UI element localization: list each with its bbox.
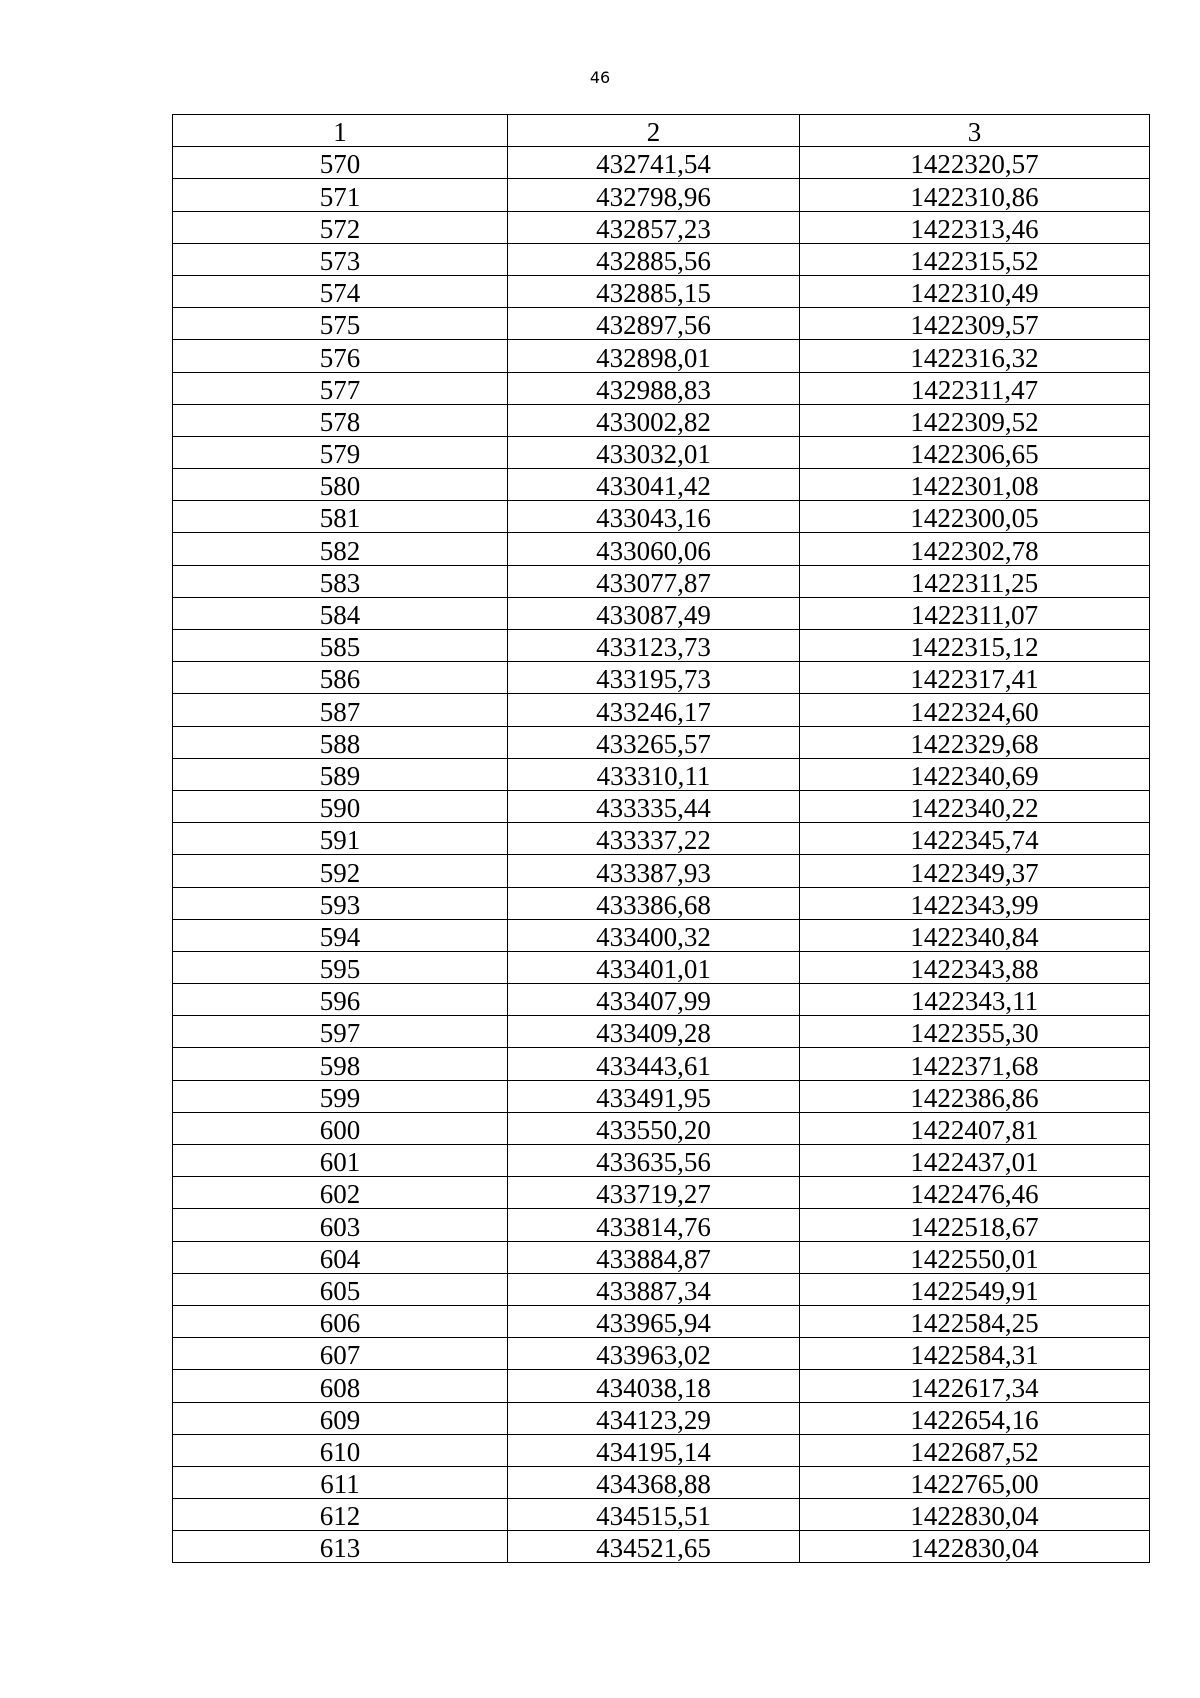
- x-coordinate-cell: 433337,22: [508, 823, 800, 855]
- point-number-cell: 591: [173, 823, 508, 855]
- point-number-cell: 599: [173, 1080, 508, 1112]
- y-coordinate-cell: 1422300,05: [800, 501, 1150, 533]
- table-row: [173, 1434, 1150, 1466]
- y-coordinate-cell: 1422386,86: [800, 1080, 1150, 1112]
- y-coordinate-cell: 1422311,47: [800, 372, 1150, 404]
- x-coordinate-cell: 433963,02: [508, 1338, 800, 1370]
- table-row: [173, 436, 1150, 468]
- x-coordinate-cell: 433550,20: [508, 1112, 800, 1144]
- x-coordinate-cell: 433310,11: [508, 758, 800, 790]
- x-coordinate-cell: 433060,06: [508, 533, 800, 565]
- x-coordinate-cell: 433814,76: [508, 1209, 800, 1241]
- point-number-cell: 611: [173, 1466, 508, 1498]
- y-coordinate-cell: 1422345,74: [800, 823, 1150, 855]
- table-row: [173, 179, 1150, 211]
- x-coordinate-cell: 434368,88: [508, 1466, 800, 1498]
- point-number-cell: 590: [173, 790, 508, 822]
- table-row: [173, 1048, 1150, 1080]
- x-coordinate-cell: 432741,54: [508, 147, 800, 179]
- y-coordinate-cell: 1422830,04: [800, 1499, 1150, 1531]
- point-number-cell: 598: [173, 1048, 508, 1080]
- point-number-cell: 588: [173, 726, 508, 758]
- y-coordinate-cell: 1422311,25: [800, 565, 1150, 597]
- y-coordinate-cell: 1422584,31: [800, 1338, 1150, 1370]
- table-row: [173, 951, 1150, 983]
- x-coordinate-cell: 432857,23: [508, 211, 800, 243]
- y-coordinate-cell: 1422584,25: [800, 1305, 1150, 1337]
- table-row: [173, 533, 1150, 565]
- point-number-cell: 577: [173, 372, 508, 404]
- y-coordinate-cell: 1422687,52: [800, 1434, 1150, 1466]
- y-coordinate-cell: 1422355,30: [800, 1016, 1150, 1048]
- x-coordinate-cell: 433407,99: [508, 984, 800, 1016]
- y-coordinate-cell: 1422437,01: [800, 1145, 1150, 1177]
- y-coordinate-cell: 1422313,46: [800, 211, 1150, 243]
- y-coordinate-cell: 1422315,52: [800, 243, 1150, 275]
- point-number-cell: 582: [173, 533, 508, 565]
- x-coordinate-cell: 433443,61: [508, 1048, 800, 1080]
- coordinates-table: [172, 114, 1150, 1563]
- x-coordinate-cell: 432885,56: [508, 243, 800, 275]
- table-row: [173, 1080, 1150, 1112]
- point-number-cell: 575: [173, 308, 508, 340]
- point-number-cell: 592: [173, 855, 508, 887]
- point-number-cell: 600: [173, 1112, 508, 1144]
- table-row: [173, 340, 1150, 372]
- y-coordinate-cell: 1422306,65: [800, 436, 1150, 468]
- x-coordinate-cell: 433965,94: [508, 1305, 800, 1337]
- point-number-cell: 578: [173, 404, 508, 436]
- x-coordinate-cell: 433719,27: [508, 1177, 800, 1209]
- point-number-cell: 570: [173, 147, 508, 179]
- point-number-cell: 613: [173, 1531, 508, 1563]
- x-coordinate-cell: 433246,17: [508, 694, 800, 726]
- x-coordinate-cell: 433077,87: [508, 565, 800, 597]
- table-row: [173, 1499, 1150, 1531]
- x-coordinate-cell: 433087,49: [508, 597, 800, 629]
- point-number-cell: 602: [173, 1177, 508, 1209]
- table-row: [173, 565, 1150, 597]
- y-coordinate-cell: 1422343,99: [800, 887, 1150, 919]
- table-row: [173, 630, 1150, 662]
- point-number-cell: 589: [173, 758, 508, 790]
- point-number-cell: 593: [173, 887, 508, 919]
- table-row: [173, 1531, 1150, 1563]
- table-row: [173, 211, 1150, 243]
- table-row: [173, 919, 1150, 951]
- x-coordinate-cell: 432798,96: [508, 179, 800, 211]
- x-coordinate-cell: 433387,93: [508, 855, 800, 887]
- point-number-cell: 603: [173, 1209, 508, 1241]
- x-coordinate-cell: 433002,82: [508, 404, 800, 436]
- y-coordinate-cell: 1422320,57: [800, 147, 1150, 179]
- point-number-cell: 584: [173, 597, 508, 629]
- y-coordinate-cell: 1422309,52: [800, 404, 1150, 436]
- point-number-cell: 572: [173, 211, 508, 243]
- table-row: [173, 984, 1150, 1016]
- table-row: [173, 1145, 1150, 1177]
- point-number-cell: 594: [173, 919, 508, 951]
- y-coordinate-cell: 1422476,46: [800, 1177, 1150, 1209]
- table-row: [173, 501, 1150, 533]
- table-row: [173, 275, 1150, 307]
- point-number-cell: 612: [173, 1499, 508, 1531]
- point-number-cell: 607: [173, 1338, 508, 1370]
- y-coordinate-cell: 1422324,60: [800, 694, 1150, 726]
- table-row: [173, 1273, 1150, 1305]
- table-header-row: [173, 115, 1150, 147]
- x-coordinate-cell: 432885,15: [508, 275, 800, 307]
- point-number-cell: 574: [173, 275, 508, 307]
- x-coordinate-cell: 433386,68: [508, 887, 800, 919]
- table-row: [173, 1466, 1150, 1498]
- table-row: [173, 790, 1150, 822]
- point-number-cell: 581: [173, 501, 508, 533]
- table-row: [173, 1016, 1150, 1048]
- point-number-cell: 573: [173, 243, 508, 275]
- y-coordinate-cell: 1422301,08: [800, 469, 1150, 501]
- table-row: [173, 1305, 1150, 1337]
- x-coordinate-cell: 433401,01: [508, 951, 800, 983]
- table-row: [173, 726, 1150, 758]
- point-number-cell: 606: [173, 1305, 508, 1337]
- table-row: [173, 469, 1150, 501]
- table-row: [173, 855, 1150, 887]
- y-coordinate-cell: 1422310,86: [800, 179, 1150, 211]
- x-coordinate-cell: 433043,16: [508, 501, 800, 533]
- point-number-cell: 571: [173, 179, 508, 211]
- y-coordinate-cell: 1422343,11: [800, 984, 1150, 1016]
- x-coordinate-cell: 433335,44: [508, 790, 800, 822]
- x-coordinate-cell: 434195,14: [508, 1434, 800, 1466]
- table-row: [173, 694, 1150, 726]
- table-row: [173, 372, 1150, 404]
- y-coordinate-cell: 1422316,32: [800, 340, 1150, 372]
- x-coordinate-cell: 434123,29: [508, 1402, 800, 1434]
- x-coordinate-cell: 433123,73: [508, 630, 800, 662]
- y-coordinate-cell: 1422311,07: [800, 597, 1150, 629]
- y-coordinate-cell: 1422654,16: [800, 1402, 1150, 1434]
- x-coordinate-cell: 433409,28: [508, 1016, 800, 1048]
- table-row: [173, 1402, 1150, 1434]
- y-coordinate-cell: 1422310,49: [800, 275, 1150, 307]
- point-number-cell: 579: [173, 436, 508, 468]
- x-coordinate-cell: 433265,57: [508, 726, 800, 758]
- table-row: [173, 243, 1150, 275]
- table-body: [173, 147, 1150, 1563]
- x-coordinate-cell: 434038,18: [508, 1370, 800, 1402]
- x-coordinate-cell: 433195,73: [508, 662, 800, 694]
- table-row: [173, 887, 1150, 919]
- point-number-cell: 605: [173, 1273, 508, 1305]
- x-coordinate-cell: 433884,87: [508, 1241, 800, 1273]
- x-coordinate-cell: 434515,51: [508, 1499, 800, 1531]
- y-coordinate-cell: 1422518,67: [800, 1209, 1150, 1241]
- point-number-cell: 586: [173, 662, 508, 694]
- x-coordinate-cell: 432898,01: [508, 340, 800, 372]
- y-coordinate-cell: 1422407,81: [800, 1112, 1150, 1144]
- table-row: [173, 758, 1150, 790]
- y-coordinate-cell: 1422317,41: [800, 662, 1150, 694]
- point-number-cell: 608: [173, 1370, 508, 1402]
- y-coordinate-cell: 1422340,84: [800, 919, 1150, 951]
- y-coordinate-cell: 1422315,12: [800, 630, 1150, 662]
- table-row: [173, 1209, 1150, 1241]
- y-coordinate-cell: 1422830,04: [800, 1531, 1150, 1563]
- point-number-cell: 595: [173, 951, 508, 983]
- point-number-cell: 610: [173, 1434, 508, 1466]
- table-row: [173, 308, 1150, 340]
- x-coordinate-cell: 432897,56: [508, 308, 800, 340]
- table-row: [173, 597, 1150, 629]
- y-coordinate-cell: 1422340,22: [800, 790, 1150, 822]
- x-coordinate-cell: 432988,83: [508, 372, 800, 404]
- point-number-cell: 580: [173, 469, 508, 501]
- y-coordinate-cell: 1422343,88: [800, 951, 1150, 983]
- y-coordinate-cell: 1422550,01: [800, 1241, 1150, 1273]
- table-row: [173, 1241, 1150, 1273]
- y-coordinate-cell: 1422302,78: [800, 533, 1150, 565]
- y-coordinate-cell: 1422349,37: [800, 855, 1150, 887]
- y-coordinate-cell: 1422549,91: [800, 1273, 1150, 1305]
- table-row: [173, 1112, 1150, 1144]
- table-row: [173, 1338, 1150, 1370]
- column-header-3: 3: [800, 115, 1150, 147]
- y-coordinate-cell: 1422340,69: [800, 758, 1150, 790]
- point-number-cell: 576: [173, 340, 508, 372]
- y-coordinate-cell: 1422371,68: [800, 1048, 1150, 1080]
- x-coordinate-cell: 433887,34: [508, 1273, 800, 1305]
- table-row: [173, 662, 1150, 694]
- x-coordinate-cell: 433635,56: [508, 1145, 800, 1177]
- x-coordinate-cell: 433491,95: [508, 1080, 800, 1112]
- point-number-cell: 601: [173, 1145, 508, 1177]
- x-coordinate-cell: 433400,32: [508, 919, 800, 951]
- table-row: [173, 147, 1150, 179]
- table-row: [173, 1177, 1150, 1209]
- x-coordinate-cell: 433032,01: [508, 436, 800, 468]
- column-header-2: 2: [508, 115, 800, 147]
- y-coordinate-cell: 1422765,00: [800, 1466, 1150, 1498]
- table-row: [173, 1370, 1150, 1402]
- point-number-cell: 604: [173, 1241, 508, 1273]
- column-header-1: 1: [173, 115, 508, 147]
- y-coordinate-cell: 1422617,34: [800, 1370, 1150, 1402]
- point-number-cell: 609: [173, 1402, 508, 1434]
- table-row: [173, 823, 1150, 855]
- point-number-cell: 596: [173, 984, 508, 1016]
- x-coordinate-cell: 433041,42: [508, 469, 800, 501]
- table-row: [173, 404, 1150, 436]
- y-coordinate-cell: 1422309,57: [800, 308, 1150, 340]
- point-number-cell: 583: [173, 565, 508, 597]
- point-number-cell: 597: [173, 1016, 508, 1048]
- x-coordinate-cell: 434521,65: [508, 1531, 800, 1563]
- point-number-cell: 585: [173, 630, 508, 662]
- point-number-cell: 587: [173, 694, 508, 726]
- y-coordinate-cell: 1422329,68: [800, 726, 1150, 758]
- page-number: 46: [589, 68, 611, 87]
